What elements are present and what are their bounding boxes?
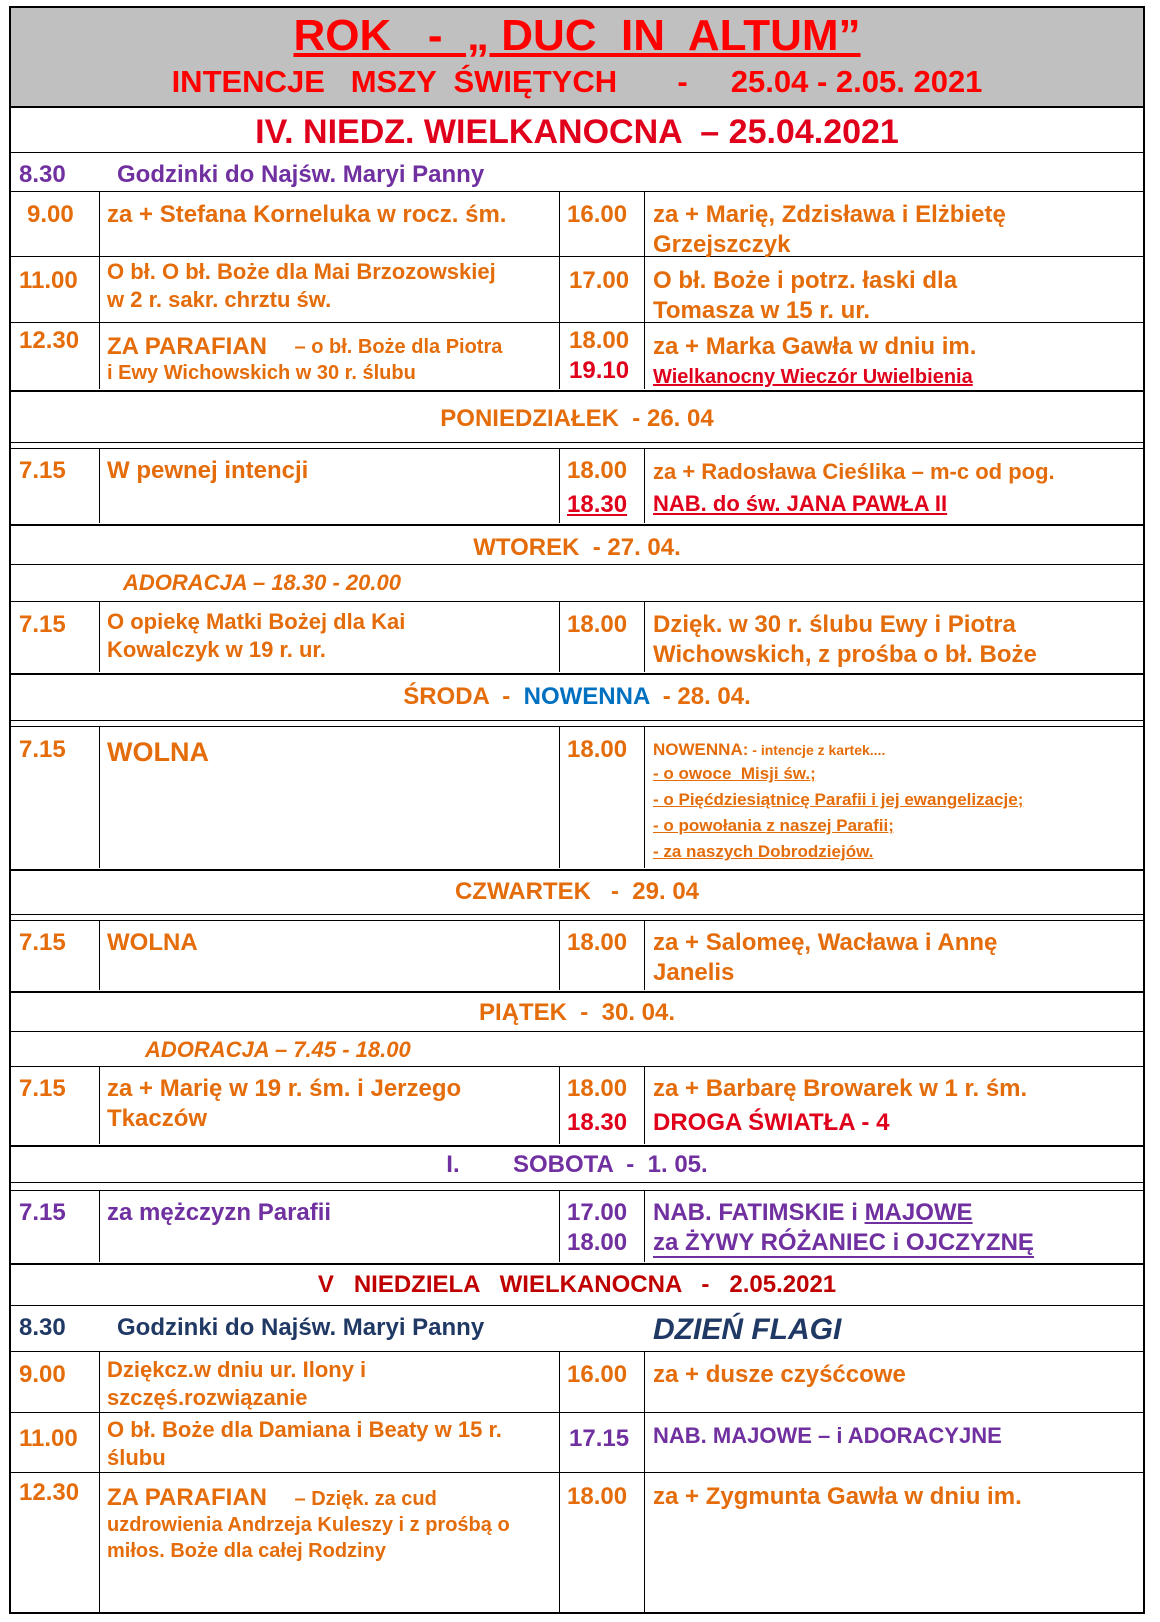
time-cell: 18.00: [567, 1229, 628, 1256]
time-cell: 19.10: [569, 357, 630, 384]
intention-text: Wichowskich, z prośba o bł. Boże: [653, 641, 1037, 668]
time-cell: 9.00: [27, 201, 74, 228]
saturday-heading: I. SOBOTA - 1. 05.: [446, 1151, 708, 1178]
intention-text: O bł. Boże dla Damiana i Beaty w 15 r.: [107, 1417, 502, 1442]
column-divider: [559, 1067, 560, 1144]
header-banner: [11, 8, 1143, 108]
intention-text: Dzięk. w 30 r. ślubu Ewy i Piotra: [653, 611, 1016, 638]
time-cell: 18.30: [567, 491, 628, 518]
column-divider: [644, 1067, 645, 1144]
intention-text: za + Marka Gawła w dniu im.: [653, 333, 977, 360]
intention-text: za + Barbarę Browarek w 1 r. śm.: [653, 1075, 1028, 1102]
intention-text: O opiekę Matki Bożej dla Kai: [107, 609, 406, 634]
divider: [11, 524, 1143, 526]
devotion-fatima: NAB. FATIMSKIE i: [653, 1199, 865, 1226]
intention-text: Dziękcz.w dniu ur. Ilony i: [107, 1357, 367, 1382]
divider: [11, 390, 1143, 392]
intention-text: Tkaczów: [107, 1105, 208, 1132]
time-cell: 7.15: [19, 1199, 66, 1226]
intention-text: za mężczyzn Parafii: [107, 1199, 332, 1226]
sunday2-hours-text: Godzinki do Najśw. Maryi Panny: [117, 1314, 485, 1341]
free-slot: WOLNA: [107, 929, 198, 956]
novena-note: - intencje z kartek....: [748, 742, 886, 758]
devotion-text: DROGA ŚWIATŁA - 4: [653, 1109, 890, 1136]
intention-text: za + Radosława Cieślika – m-c od pog.: [653, 459, 1055, 484]
intention-text: W pewnej intencji: [107, 457, 309, 484]
divider: [11, 920, 1143, 921]
intention-text: za + Zygmunta Gawła w dniu im.: [653, 1483, 1022, 1510]
time-cell: 9.00: [19, 1361, 66, 1388]
intention-text: w 2 r. sakr. chrztu św.: [107, 287, 332, 312]
sunday2-hours-time: 8.30: [19, 1314, 66, 1341]
divider: [11, 1351, 1143, 1352]
time-cell: 18.00: [567, 929, 628, 956]
flag-day: DZIEŃ FLAGI: [653, 1313, 842, 1346]
divider: [11, 1412, 1143, 1413]
intention-text: ślubu: [107, 1445, 166, 1470]
divider: [11, 448, 1143, 449]
divider: [11, 991, 1143, 993]
divider: [11, 1190, 1143, 1191]
time-cell: 7.15: [19, 457, 66, 484]
intention-text: szczęś.rozwiązanie: [107, 1385, 308, 1410]
divider: [11, 1182, 1143, 1183]
time-cell: 18.00: [569, 327, 630, 354]
worship-evening: Wielkanocny Wieczór Uwielbienia: [653, 366, 973, 388]
divider: [11, 726, 1143, 727]
column-divider: [99, 449, 100, 523]
column-divider: [644, 449, 645, 523]
divider: [11, 1066, 1143, 1067]
time-cell: 7.15: [19, 1075, 66, 1102]
intention-text: i Ewy Wichowskich w 30 r. ślubu: [107, 362, 416, 384]
novena-label: NOWENNA:: [653, 740, 749, 759]
intention-text: miłos. Boże dla całej Rodziny: [107, 1540, 386, 1562]
column-divider: [644, 192, 645, 389]
column-divider: [559, 1191, 560, 1262]
intention-text: za + Marię, Zdzisława i Elżbietę: [653, 201, 1006, 228]
intention-text: za + Stefana Korneluka w rocz. śm.: [107, 201, 507, 228]
thursday-heading: CZWARTEK - 29. 04: [454, 878, 700, 905]
column-divider: [559, 449, 560, 523]
divider: [11, 1263, 1143, 1265]
column-divider: [99, 602, 100, 672]
column-divider: [644, 1191, 645, 1262]
divider: [11, 1305, 1143, 1306]
time-cell: 18.00: [567, 736, 628, 763]
intention-text: za ŻYWY RÓŻANIEC i OJCZYZNĘ: [653, 1229, 1034, 1256]
intention-text: Janelis: [653, 959, 735, 986]
column-divider: [99, 1067, 100, 1144]
column-divider: [644, 921, 645, 990]
divider: [11, 720, 1143, 721]
divider: [11, 1145, 1143, 1147]
page-subtitle: INTENCJE MSZY ŚWIĘTYCH - 25.04 - 2.05. 2021: [171, 64, 983, 99]
novena-item: - o powołania z naszej Parafii;: [653, 816, 894, 835]
divider: [11, 322, 1143, 323]
sunday1-hours-time: 8.30: [19, 161, 66, 188]
time-cell: 18.00: [567, 457, 628, 484]
wednesday-heading: [11, 682, 1143, 712]
divider: [11, 673, 1143, 675]
parish-label: ZA PARAFIAN: [107, 333, 267, 360]
novena-item: - o owoce Misji św.;: [653, 764, 816, 783]
page-title: ROK - „ DUC IN ALTUM”: [293, 11, 861, 60]
divider: [11, 191, 1143, 192]
intention-text: – Dzięk. za cud: [289, 1488, 437, 1510]
column-divider: [559, 192, 560, 389]
divider: [11, 1472, 1143, 1473]
devotion-may: MAJOWE: [864, 1199, 973, 1226]
column-divider: [559, 727, 560, 868]
column-divider: [99, 921, 100, 990]
time-cell: 17.00: [569, 267, 630, 294]
divider: [11, 601, 1143, 602]
column-divider: [644, 602, 645, 672]
column-divider: [99, 1191, 100, 1262]
intention-text: O bł. Boże i potrz. łaski dla: [653, 267, 958, 294]
time-cell: 18.00: [567, 1075, 628, 1102]
novena-item: - o Pięćdziesiątnicę Parafii i jej ewangelizacje;: [653, 790, 1024, 809]
intention-text: – o bł. Boże dla Piotra: [289, 336, 503, 358]
parish-label: ZA PARAFIAN: [107, 1484, 267, 1511]
wednesday-novena-label: NOWENNA: [523, 683, 650, 710]
time-cell: 18.00: [567, 1483, 628, 1510]
devotion-text: [653, 1198, 973, 1228]
time-cell: 17.00: [567, 1199, 628, 1226]
time-cell: 16.00: [567, 201, 628, 228]
time-cell: 7.15: [19, 929, 66, 956]
novena-item: - za naszych Dobrodziejów.: [653, 842, 874, 861]
time-cell: 7.15: [19, 611, 66, 638]
intention-text: za + dusze czyśćcowe: [653, 1361, 906, 1388]
friday-heading: PIĄTEK - 30. 04.: [478, 999, 676, 1026]
wednesday-date: - 28. 04.: [649, 683, 751, 710]
intention-text: Kowalczyk w 19 r. ur.: [107, 637, 326, 662]
column-divider: [559, 921, 560, 990]
column-divider: [99, 1352, 100, 1614]
monday-heading: PONIEDZIAŁEK - 26. 04: [440, 405, 714, 432]
column-divider: [644, 1352, 645, 1614]
adoration-note: ADORACJA – 18.30 - 20.00: [123, 570, 401, 595]
free-slot: WOLNA: [107, 737, 209, 767]
divider: [11, 914, 1143, 915]
divider: [11, 256, 1143, 257]
column-divider: [644, 727, 645, 868]
divider: [11, 442, 1143, 443]
time-cell: 12.30: [19, 1479, 80, 1506]
intention-text: Grzejszczyk: [653, 231, 791, 258]
sunday1-heading: IV. NIEDZ. WIELKANOCNA – 25.04.2021: [255, 113, 899, 151]
time-cell: 11.00: [19, 1425, 78, 1452]
divider: [11, 1031, 1143, 1032]
devotion-text: NAB. MAJOWE – i ADORACYJNE: [653, 1423, 1002, 1448]
column-divider: [559, 602, 560, 672]
time-cell: 18.00: [567, 611, 628, 638]
intention-text: O bł. O bł. Boże dla Mai Brzozowskiej: [107, 259, 496, 284]
column-divider: [99, 192, 100, 389]
time-cell: 17.15: [569, 1425, 630, 1452]
divider: [11, 152, 1143, 153]
adoration-note: ADORACJA – 7.45 - 18.00: [145, 1037, 411, 1062]
column-divider: [99, 727, 100, 868]
divider: [11, 564, 1143, 565]
time-cell: 18.30: [567, 1109, 628, 1136]
intention-text: Tomasza w 15 r. ur.: [653, 297, 870, 324]
time-cell: 7.15: [19, 736, 66, 763]
time-cell: 11.00: [19, 267, 78, 294]
column-divider: [559, 1352, 560, 1614]
time-cell: 12.30: [19, 327, 80, 354]
time-cell: 16.00: [567, 1361, 628, 1388]
wednesday-day: ŚRODA -: [403, 683, 524, 710]
tuesday-heading: WTOREK - 27. 04.: [473, 534, 681, 561]
divider: [11, 869, 1143, 871]
intention-text: za + Marię w 19 r. śm. i Jerzego: [107, 1075, 462, 1102]
sunday1-hours-text: Godzinki do Najśw. Maryi Panny: [117, 161, 485, 188]
intention-text: za + Salomeę, Wacława i Annę: [653, 929, 998, 956]
sunday2-heading: V NIEDZIELA WIELKANOCNA - 2.05.2021: [317, 1271, 837, 1298]
schedule-sheet: [9, 6, 1145, 1614]
devotion-text: NAB. do św. JANA PAWŁA II: [653, 491, 948, 516]
intention-text: uzdrowienia Andrzeja Kuleszy i z prośbą o: [107, 1514, 510, 1536]
